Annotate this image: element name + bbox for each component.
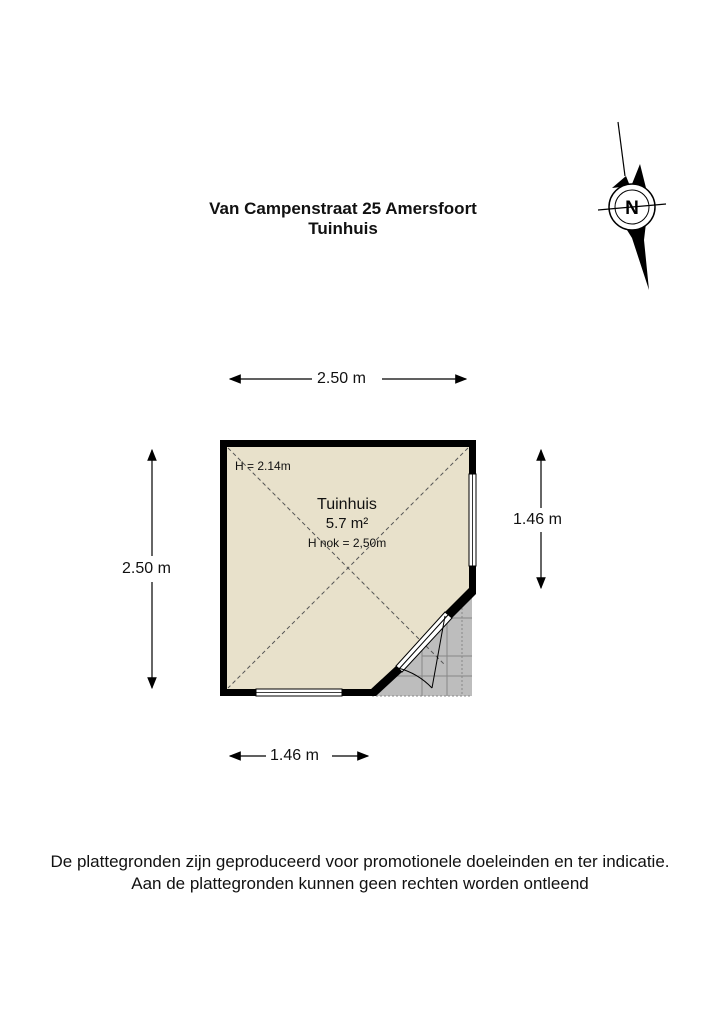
window-right: [469, 474, 476, 566]
floor-title: Tuinhuis: [308, 219, 378, 238]
compass-north-label: N: [625, 198, 639, 219]
room-height: H = 2.14m: [235, 459, 291, 473]
window-bottom: [256, 689, 342, 696]
disclaimer-line-1: De plattegronden zijn geproduceerd voor promotionele doeleinden en ter indicatie.: [50, 852, 670, 871]
dimension-left-height: 2.50 m: [118, 560, 175, 578]
dimension-bottom-width: 1.46 m: [266, 747, 323, 765]
dimension-right-height: 1.46 m: [509, 511, 566, 529]
room-area: 5.7 m²: [325, 515, 369, 532]
dimension-top-width: 2.50 m: [313, 370, 370, 388]
room-name: Tuinhuis: [317, 496, 377, 513]
disclaimer-line-2: Aan de plattegronden kunnen geen rechten worden ontleend: [131, 874, 589, 893]
address-title: Van Campenstraat 25 Amersfoort: [209, 199, 477, 218]
room-ridge-height: H nok = 2,50m: [307, 536, 387, 550]
